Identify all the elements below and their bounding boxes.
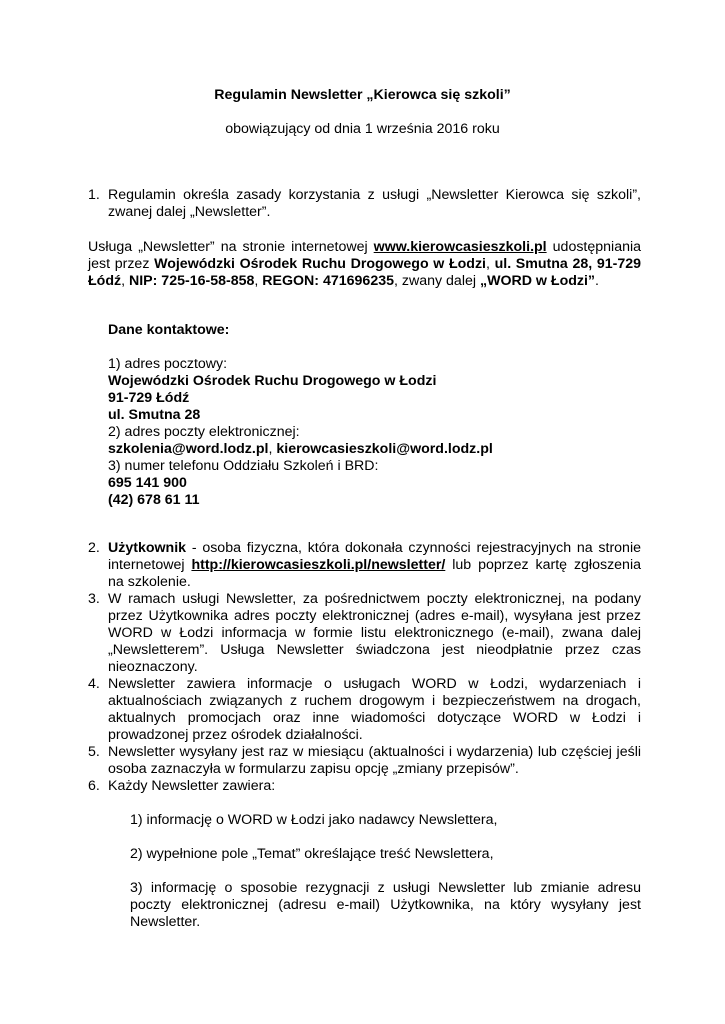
item-text: Każdy Newsletter zawiera: (108, 778, 276, 794)
effective-date: obowiązujący od dnia 1 września 2016 roku (225, 121, 500, 137)
email-label: 2) adres poczty elektronicznej: (108, 424, 300, 440)
phone-number: 695 141 900 (108, 475, 187, 491)
postal-org: Wojewódzki Ośrodek Ruchu Drogowego w Łodzi (108, 373, 437, 389)
intro-text: udostępniania jest przez (88, 239, 642, 272)
rule-item-1 (88, 187, 641, 221)
intro-text: , (486, 256, 495, 272)
organization-name: Wojewódzki Ośrodek Ruchu Drogowego w Łodzi (154, 256, 486, 272)
item-number: 1. (88, 187, 100, 203)
postal-street: ul. Smutna 28 (108, 407, 201, 423)
intro-text: Usługa „Newsletter” na stronie internetowej (88, 239, 374, 255)
rule-item-3 (88, 591, 641, 676)
email-link[interactable]: szkolenia@word.lodz.pl (108, 441, 269, 457)
newsletter-content-item: 1) informację o WORD w Łodzi jako nadawcy Newslettera, (130, 812, 498, 828)
postal-city: 91-729 Łódź (108, 390, 190, 406)
email-link[interactable]: kierowcasieszkoli@word.lodz.pl (276, 441, 493, 457)
rule-item-2 (88, 540, 641, 591)
nip-number: NIP: 725-16-58-858 (128, 273, 255, 289)
item-text: lub poprzez kartę zgłoszenia na szkolenie. (108, 557, 641, 590)
newsletter-link[interactable]: http://kierowcasieszkoli.pl/newsletter/ (191, 557, 446, 573)
item-number: 2. (88, 540, 100, 556)
item-text: - osoba fizyczna, która dokonała czynności rejestracyjnych na stronie internetowej (108, 540, 641, 573)
item-text: Newsletter zawiera informacje o usługach WORD w Łodzi, wydarzeniach i aktualnościach związanych z ruchem drogowym i bezpieczeństwem na drogach, aktualnych promocjach oraz inne wiadomości dotyczące WORD w Łodzi i prowadzonej przez ośrodek działalności. (108, 676, 641, 743)
intro-paragraph (88, 239, 641, 290)
item-text: W ramach usługi Newsletter, za pośrednictwem poczty elektronicznej, na podany przez Użytkownika adres poczty elektronicznej (adres e-mail), wysyłana jest przez WORD w Łodzi informacja w formie listu elektronicznego (e-mail), zwana dalej „Newsletterem”. Usługa Newsletter świadczona jest nieodpłatnie przez czas nieoznaczony. (108, 591, 641, 675)
item-number: 4. (88, 676, 100, 692)
contact-heading: Dane kontaktowe: (108, 322, 230, 338)
item-text: Regulamin określa zasady korzystania z usługi „Newsletter Kierowca się szkoli”, zwanej dalej „Newsletter”. (108, 187, 641, 220)
page-title: Regulamin Newsletter „Kierowca się szkoli” (214, 87, 511, 103)
intro-text: , (121, 273, 129, 289)
rule-item-4 (88, 676, 641, 744)
newsletter-content-item: 2) wypełnione pole „Temat” określające treść Newslettera, (130, 846, 494, 862)
item-number: 5. (88, 744, 100, 760)
intro-text: , (254, 273, 263, 289)
rule-item-6 (88, 778, 641, 795)
user-term: Użytkownik (108, 540, 187, 556)
rule-item-5 (88, 744, 641, 778)
intro-text: , zwany dalej (394, 273, 480, 289)
item-number: 3. (88, 591, 100, 607)
short-name: „WORD w Łodzi” (479, 273, 596, 289)
email-separator: , (268, 441, 277, 457)
phone-label: 3) numer telefonu Oddziału Szkoleń i BRD: (108, 458, 379, 474)
postal-address-label: 1) adres pocztowy: (108, 356, 228, 372)
phone-number: (42) 678 61 11 (108, 492, 200, 508)
contact-section (108, 322, 493, 509)
item-text: Newsletter wysyłany jest raz w miesiącu (aktualności i wydarzenia) lub częściej jeśli osoba zaznaczyła w formularzu zapisu opcję „zmiany przepisów”. (108, 744, 641, 777)
intro-text: . (595, 273, 599, 289)
item-number: 6. (88, 778, 100, 794)
regon-number: REGON: 471696235 (262, 273, 394, 289)
newsletter-content-item: 3) informację o sposobie rezygnacji z usługi Newsletter lub zmianie adresu poczty elektronicznej (adresu e-mail) Użytkownika, na który wysyłany jest Newsletter. (130, 880, 641, 930)
website-link[interactable]: www.kierowcasieszkoli.pl (373, 239, 547, 255)
organization-address: ul. Smutna 28, 91-729 Łódź (88, 256, 641, 289)
